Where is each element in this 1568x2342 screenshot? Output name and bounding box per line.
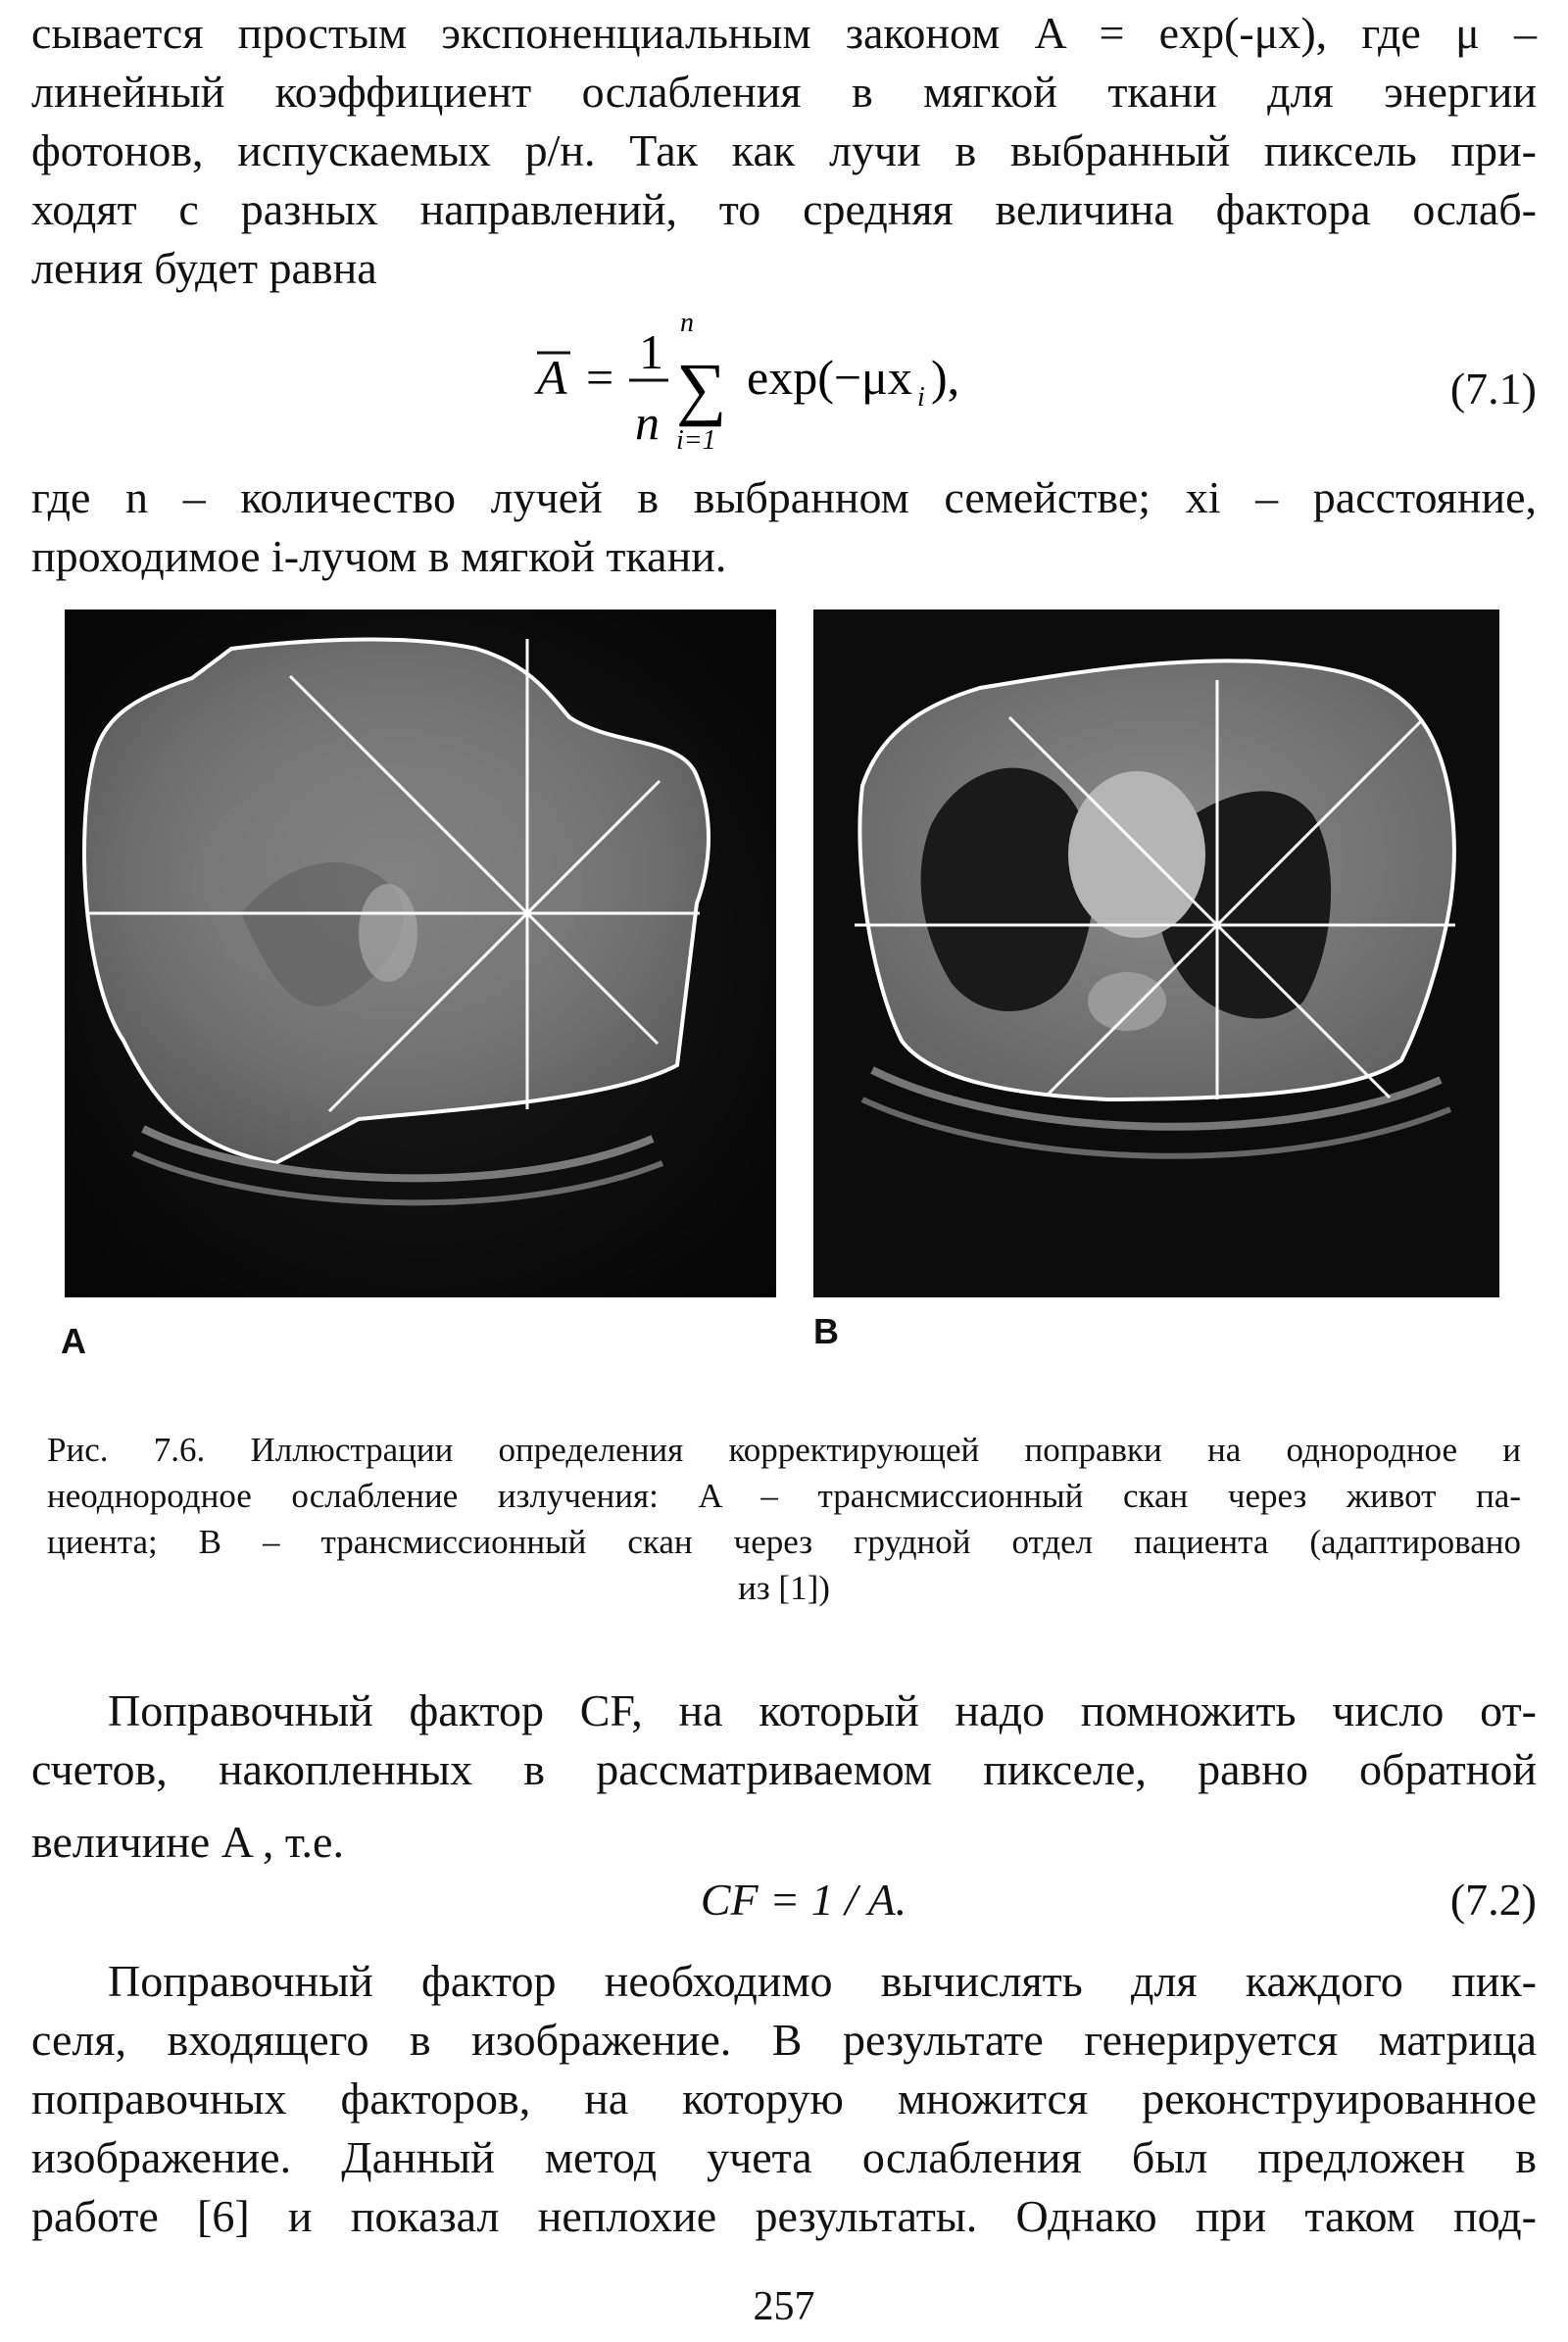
eq-sub: i xyxy=(917,382,925,413)
text-line: поправочных факторов, на которую множится реконструированное xyxy=(31,2074,1537,2123)
text-line: ходят с разных направлений, то средняя величина фактора ослаб- xyxy=(31,184,1537,234)
text-line: проходимое i-лучом в мягкой ткани. xyxy=(31,531,727,581)
caption-line: из [1]) xyxy=(738,1569,830,1607)
text-line: изображение. Данный метод учета ослабления был предложен в xyxy=(31,2132,1537,2182)
ct-scan-panel-a xyxy=(65,610,776,1297)
panel-label-a: A xyxy=(61,1321,86,1361)
page-number: 257 xyxy=(753,2284,815,2329)
equation-number: (7.1) xyxy=(1449,364,1537,414)
figure-caption xyxy=(47,1427,1521,1611)
text-line: счетов, накопленных в рассматриваемом пикселе, равно обратной xyxy=(31,1744,1537,1794)
sum-symbol-icon: ∑ xyxy=(676,349,727,427)
text-line: Поправочный фактор CF, на который надо помножить число от- xyxy=(108,1685,1537,1735)
eq-frac-num: 1 xyxy=(639,324,663,379)
eq-sum-lower: i=1 xyxy=(676,425,716,456)
paragraph-2 xyxy=(31,468,1537,586)
text-line: сывается простым экспоненциальным законом A = exp(-μx), где μ – xyxy=(31,8,1537,58)
spine-bright xyxy=(359,884,417,982)
paragraph-3 xyxy=(31,1682,1537,1740)
eq-frac-den: n xyxy=(635,395,660,450)
text-line: где n – количество лучей в выбранном семействе; xi – расстояние, xyxy=(31,472,1537,522)
text-line: фотонов, испускаемых р/н. Так как лучи в выбранный пиксель при- xyxy=(31,125,1537,175)
text-line: селя, входящего в изображение. В результате генерируется матрица xyxy=(31,2015,1537,2065)
eq-equals: = xyxy=(586,350,614,405)
equation-7-2-formula: CF = 1 / A. xyxy=(700,1875,907,1925)
caption-line: Рис. 7.6. Иллюстрации определения корректирующей поправки на однородное и xyxy=(47,1431,1521,1469)
paragraph-4 xyxy=(31,1952,1537,2011)
text-line: работе [6] и показал неплохие результаты. Однако при таком под- xyxy=(31,2191,1537,2241)
paragraph-1 xyxy=(31,4,1537,298)
text-line: величине A , т.е. xyxy=(31,1817,344,1867)
paragraph-4-cont xyxy=(31,2011,1537,2246)
spine xyxy=(1088,972,1166,1031)
caption-line: неоднородное ослабление излучения: A – трансмиссионный скан через живот па- xyxy=(47,1477,1521,1515)
text-line: ления будет равна xyxy=(31,243,377,293)
text-line: Поправочный фактор необходимо вычислять для каждого пик- xyxy=(108,1956,1537,2006)
equation-7-1-formula xyxy=(0,312,1568,459)
eq-lhs: A xyxy=(537,350,567,405)
lung-left xyxy=(921,768,1095,1011)
eq-body: exp(−μx xyxy=(747,350,912,405)
eq-tail: ), xyxy=(931,350,960,405)
paragraph-3-cont xyxy=(31,1740,1537,1872)
equation-number: (7.2) xyxy=(1449,1875,1537,1925)
ct-scan-panel-b xyxy=(813,610,1499,1297)
caption-line: циента; B – трансмиссионный скан через грудной отдел пациента (адаптировано xyxy=(47,1523,1521,1561)
text-line: линейный коэффициент ослабления в мягкой ткани для энергии xyxy=(31,67,1537,117)
panel-label-b: B xyxy=(813,1311,839,1351)
eq-sum-upper: n xyxy=(680,312,694,338)
